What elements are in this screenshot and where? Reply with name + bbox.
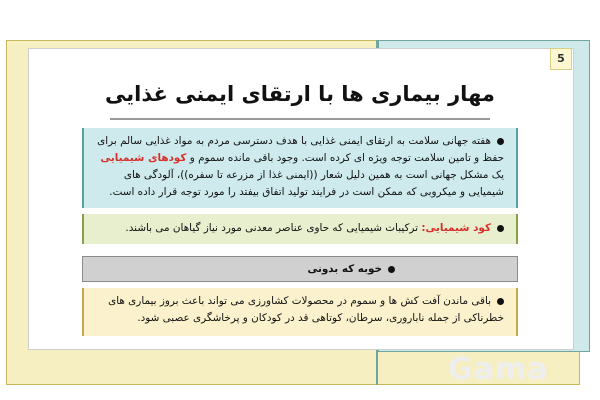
intro-text-part1: هفته جهانی سلامت به ارتقای ایمنی غذایی با هدف دسترسی مردم به مواد غذایی سالم برای حفظ و تامین سلامت توجه ویژه ای کرده است. وجود باقی مانده سموم و [97, 135, 504, 164]
info-box-intro [82, 128, 518, 208]
fact-box [82, 288, 518, 336]
did-you-know-header [82, 256, 518, 282]
did-you-know-label: خوبه که بدونی [307, 263, 382, 275]
watermark-logo: Gama [448, 352, 549, 387]
fact-text: باقی ماندن آفت کش ها و سموم در محصولات کشاورزی می تواند باعث بروز بیماری های خطرناکی از جمله ناباروری، سرطان، کوتاهی قد در کودکان و پرخاشگری عصبی شود. [108, 295, 504, 324]
slide-title: مهار بیماری ها با ارتقای ایمنی غذایی [105, 82, 495, 106]
bullet-icon [388, 266, 395, 273]
intro-highlight: کودهای شیمیایی [100, 152, 187, 164]
definition-box [82, 214, 518, 244]
bullet-icon [497, 225, 504, 232]
definition-text: ترکیبات شیمیایی که حاوی عناصر معدنی مورد نیاز گیاهان می باشند. [125, 222, 422, 234]
title-underline [110, 118, 490, 120]
intro-text-part2: یک مشکل جهانی است به همین دلیل شعار ((ایمنی غذا از مزرعه تا سفره))، آلودگی های شیمیایی و میکروبی که ممکن است در فرایند تولید اتفاق بیفتد را مورد توجه قرار داده است. [109, 169, 504, 198]
bullet-icon [497, 298, 504, 305]
definition-term: کود شیمیایی: [421, 222, 491, 234]
slide-number: 5 [550, 48, 572, 70]
bullet-icon [497, 138, 504, 145]
